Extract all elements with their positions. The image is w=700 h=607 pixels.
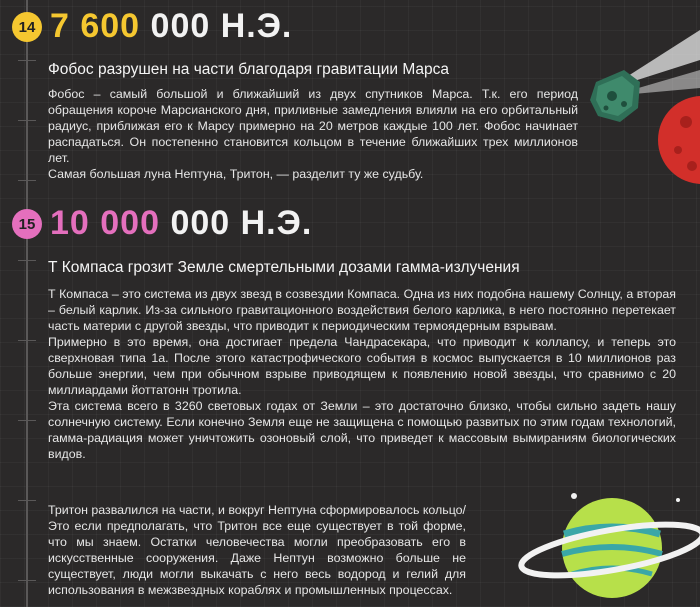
timeline-tick: [18, 260, 36, 261]
timeline-tick: [18, 420, 36, 421]
timeline-line: [26, 0, 28, 607]
paragraph: Эта система всего в 3260 световых годах от Земли – это достаточно близко, чтобы сильно задеть нашу солнечную систему. Если конечно Земля еще не защищена с помощью развитых по этим годам технологий, гамма-радиация может уничтожить озоновый слой, что приведет к массовым вымираниям биологических видов.: [48, 399, 676, 461]
paragraph: Фобос – самый большой и ближайший из двух спутников Марса. Т.к. его период обращения короче Марсианского дня, приливные замедления влияли на его орбитальный радиус, приближая его к Марсу примерно на 20 метров каждые 100 лет. Фобос начинает распадаться. Он постепенно становится кольцом в течение ближайших трех миллионов лет.: [48, 87, 578, 165]
year-rest: 000 Н.Э.: [170, 204, 313, 242]
section-headline: Фобос разрушен на части благодаря гравитации Марса: [48, 61, 450, 78]
section-extra-paragraph: Тритон развалился на части, и вокруг Нептуна сформировалось кольцо/ Это если предполагать, что Тритон все еще существует в той форме, что мы знаем. Остатки человечества могли преобразовать его в искусственные сооружения. Даже Нептун возможно больше не существует, люди могли выкачать с него весь водород и гелий для использования в межзвездных кораблях и промышленных процессах.: [48, 503, 466, 597]
section-number-badge: [12, 12, 42, 42]
timeline-tick: [18, 580, 36, 581]
section-body: [48, 286, 676, 462]
mars-planet-icon: [656, 92, 700, 188]
paragraph: Самая большая луна Нептуна, Тритон, — разделит ту же судьбу.: [48, 167, 424, 181]
section-number-badge: [12, 209, 42, 239]
section-number: 15: [18, 215, 36, 233]
section-headline: Т Компаса грозит Земле смертельными дозами гамма-излучения: [48, 259, 520, 276]
timeline-tick: [18, 500, 36, 501]
section-number: 14: [18, 18, 36, 36]
section-body: [48, 86, 578, 182]
timeline-tick: [18, 180, 36, 181]
timeline-tick: [18, 120, 36, 121]
paragraph: Т Компаса – это система из двух звезд в созвездии Компаса. Одна из них подобна нашему Солнцу, а вторая – белый карлик. Из-за сильного гравитационного воздействия белого карлика, в него постоянно перетекает часть материи с другой звезды, что приводит к периодическим термоядерным взрывам.: [48, 287, 676, 333]
ringed-planet-icon: [512, 470, 700, 607]
year-rest: 000 Н.Э.: [150, 7, 293, 45]
timeline-tick: [18, 60, 36, 61]
paragraph: Примерно в это время, она достигает предела Чандрасекара, что приводит к коллапсу, и теперь это сверхновая типа 1а. После этого катастрофического события в космос выпускается в 10 миллионов раз больше энергии, чем при обычном взрыве приводящем к появлению новой звезды, что сравнимо с 20 миллиардами йоттатонн тротила.: [48, 335, 676, 397]
timeline-tick: [18, 340, 36, 341]
year-highlight: 7 600: [50, 7, 141, 45]
section-year: [50, 204, 312, 243]
year-highlight: 10 000: [50, 204, 160, 242]
section-year: [50, 7, 292, 46]
